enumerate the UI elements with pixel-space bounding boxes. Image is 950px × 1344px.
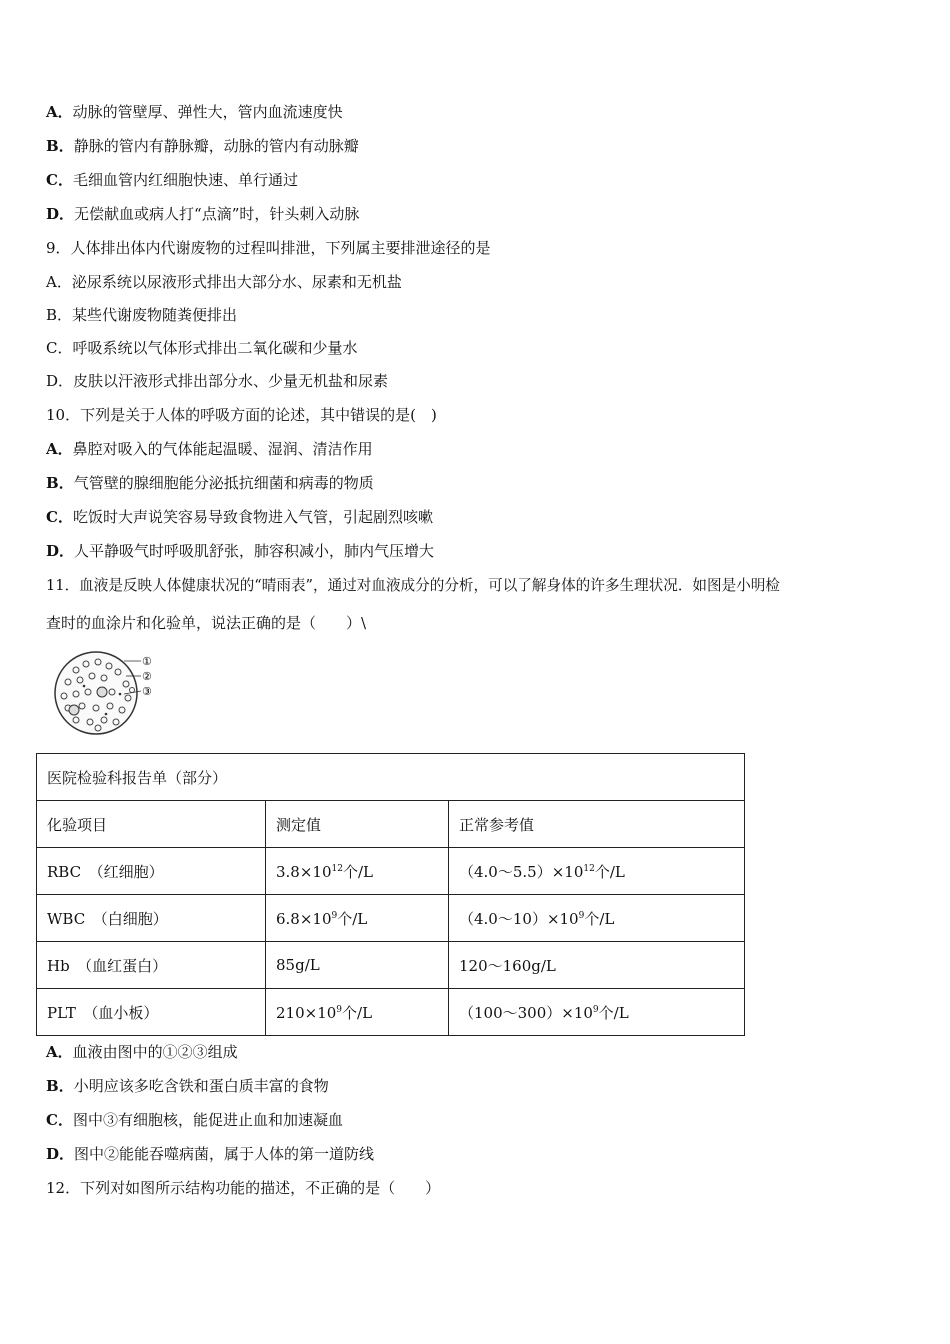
cell-reference: $(100\sim 300)\times 10^9$个/L [449,989,745,1036]
lab-report-table [36,753,745,1036]
option-label: C [46,508,58,526]
table-header-row [37,801,745,848]
q10-stem: 10．下列是关于人体的呼吸方面的论述，其中错误的是( ) [46,406,437,424]
header-item: 化验项目 [37,801,266,848]
option-label: B [46,474,59,492]
option-text: 图中③有细胞核，能促进止血和加速凝血 [72,1111,343,1129]
cell-value: $210\times 10^9$个/L [266,989,449,1036]
q11-stem-line2: 查时的血涂片和化验单，说法正确的是（ ）\ [46,614,367,632]
q10-option-d: D．人平静吸气时呼吸肌舒张，肺容积减小，肺内气压增大 [46,542,435,560]
cell-value: 85g/L [266,942,449,989]
cell-reference: $(4.0\sim 10)\times 10^9$个/L [449,895,745,942]
option-label: C [46,1111,58,1129]
q11-option-b: B．小明应该多吃含铁和蛋白质丰富的食物 [46,1077,329,1095]
option-label: D [46,205,60,223]
option-label: B [46,137,59,155]
option-text: 无偿献血或病人打“点滴”时，针头刺入动脉 [74,205,360,223]
table-row [37,848,745,895]
option-label: B [46,1077,59,1095]
q8-option-a: A．动脉的管壁厚、弹性大，管内血流速度快 [46,103,343,121]
table-row [37,942,745,989]
q9-option-d: D．皮肤以汗液形式排出部分水、少量无机盐和尿素 [46,372,389,390]
option-text: 静脉的管内有静脉瓣，动脉的管内有动脉瓣 [73,137,359,155]
cell-item: Hb （血红蛋白） [37,942,266,989]
q9-option-c: C．呼吸系统以气体形式排出二氧化碳和少量水 [46,339,358,357]
header-value: 测定值 [266,801,449,848]
option-text: 动脉的管壁厚、弹性大，管内血流速度快 [72,103,343,121]
cell-reference: 120～160g/L [449,942,745,989]
q11-option-a: A．血液由图中的①②③组成 [46,1043,238,1061]
blood-smear-figure [46,648,166,738]
table-row [37,989,745,1036]
q9-stem: 9．人体排出体内代谢废物的过程叫排泄，下列属主要排泄途径的是 [46,239,491,257]
cell-reference: $(4.0\sim 5.5)\times 10^{12}$个/L [449,848,745,895]
q11-stem-line1: 11．血液是反映人体健康状况的“晴雨表”，通过对血液成分的分析，可以了解身体的许多生理状况．如图是小明检 [46,577,780,594]
option-label: A [46,1043,58,1061]
option-label: C [46,171,58,189]
option-text: 血液由图中的①②③组成 [72,1043,238,1061]
option-text: 小明应该多吃含铁和蛋白质丰富的食物 [73,1077,329,1095]
q10-option-c: C．吃饭时大声说笑容易导致食物进入气管，引起剧烈咳嗽 [46,508,433,526]
q11-option-c: C．图中③有细胞核，能促进止血和加速凝血 [46,1111,343,1129]
q8-option-b: B．静脉的管内有静脉瓣，动脉的管内有动脉瓣 [46,137,359,155]
option-text: 毛细血管内红细胞快速、单行通过 [72,171,298,189]
cell-value: $6.8\times 10^9$个/L [266,895,449,942]
header-reference: 正常参考值 [449,801,745,848]
q9-option-a: A．泌尿系统以尿液形式排出大部分水、尿素和无机盐 [46,273,402,291]
option-text: 鼻腔对吸入的气体能起温暖、湿润、清洁作用 [72,440,373,458]
q11-option-d: D．图中②能能吞噬病菌，属于人体的第一道防线 [46,1145,375,1163]
q10-option-b: B．气管壁的腺细胞能分泌抵抗细菌和病毒的物质 [46,474,374,492]
figure-label-3: ③ [142,685,152,698]
option-label: D [46,542,60,560]
option-text: 吃饭时大声说笑容易导致食物进入气管，引起剧烈咳嗽 [72,508,433,526]
figure-label-2: ② [142,670,152,683]
cell-value: $3.8\times 10^{12}$个/L [266,848,449,895]
table-row [37,895,745,942]
cell-item: RBC （红细胞） [37,848,266,895]
white-blood-cell-mark [97,687,107,697]
figure-label-1: ① [142,655,152,668]
cell-item: PLT （血小板） [37,989,266,1036]
cell-item: WBC （白细胞） [37,895,266,942]
option-label: A [46,440,58,458]
option-text: 图中②能能吞噬病菌，属于人体的第一道防线 [74,1145,375,1163]
q8-option-d: D．无偿献血或病人打“点滴”时，针头刺入动脉 [46,205,360,223]
q9-option-b: B．某些代谢废物随粪便排出 [46,306,238,324]
table-title: 医院检验科报告单（部分） [37,754,745,801]
option-label: A [46,103,58,121]
table-title-row [37,754,745,801]
option-text: 人平静吸气时呼吸肌舒张，肺容积减小，肺内气压增大 [74,542,435,560]
q10-option-a: A．鼻腔对吸入的气体能起温暖、湿润、清洁作用 [46,440,373,458]
option-text: 气管壁的腺细胞能分泌抵抗细菌和病毒的物质 [73,474,374,492]
option-label: D [46,1145,60,1163]
q12-stem: 12．下列对如图所示结构功能的描述，不正确的是（ ） [46,1179,441,1197]
q8-option-c: C．毛细血管内红细胞快速、单行通过 [46,171,298,189]
